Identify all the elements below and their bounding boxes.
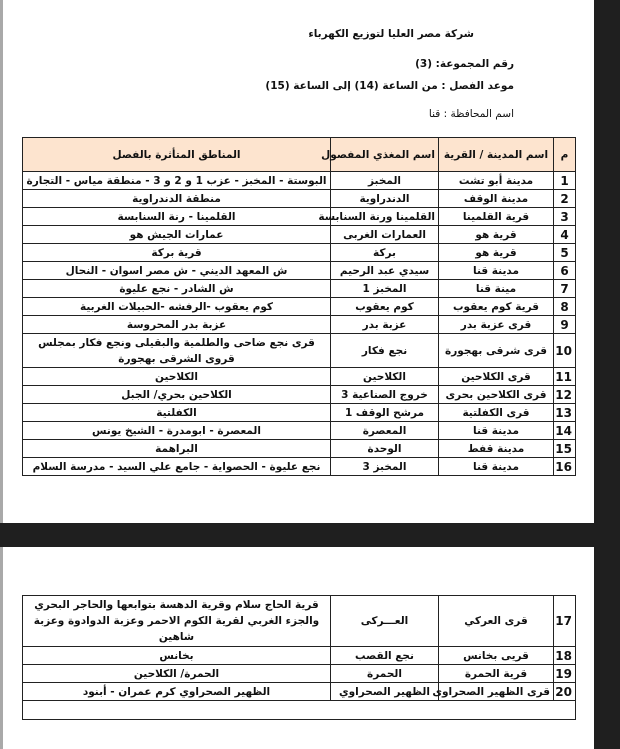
table-row <box>23 683 576 701</box>
cell-num: 15 <box>554 440 576 458</box>
cell-feeder: بركة <box>331 244 439 262</box>
cell-num: 10 <box>554 334 576 368</box>
outage-table <box>22 137 576 476</box>
cell-feeder: المعصرة <box>331 422 439 440</box>
cell-city: قرى الكلاحين <box>439 368 554 386</box>
cell-num: 19 <box>554 665 576 683</box>
cell-feeder: المخبز 3 <box>331 458 439 476</box>
cell-feeder: نجع القصب <box>331 647 439 665</box>
column-header-feeder: اسم المغذي المفصول <box>331 138 439 172</box>
cell-areas: قرية بركة <box>23 244 331 262</box>
cell-num: 16 <box>554 458 576 476</box>
cell-num: 6 <box>554 262 576 280</box>
column-header-city: اسم المدينة / القرية <box>439 138 554 172</box>
cell-num: 5 <box>554 244 576 262</box>
table-row <box>23 596 576 647</box>
cell-areas: البراهمة <box>23 440 331 458</box>
cell-city: قرية هو <box>439 226 554 244</box>
company-name: شركة مصر العليا لتوزيع الكهرباء <box>308 28 474 40</box>
cell-feeder: الدندراوية <box>331 190 439 208</box>
cell-areas: قرية الحاج سلام وقرية الدهسة بتوابعها والحاجر البحري والجزء الغربي لقرية الكوم الاحمر وعزبة الدوادوة وعزبة شاهين <box>23 596 331 647</box>
cell-num: 9 <box>554 316 576 334</box>
cell-feeder: الوحدة <box>331 440 439 458</box>
cell-city: قرى الكلاحين بحرى <box>439 386 554 404</box>
cell-num: 2 <box>554 190 576 208</box>
cell-feeder: العمارات الغربى <box>331 226 439 244</box>
table-body <box>23 596 576 720</box>
cell-areas: منطقة الدندراوية <box>23 190 331 208</box>
cell-feeder: عزبة بدر <box>331 316 439 334</box>
cell-city: مدينة الوقف <box>439 190 554 208</box>
cell-num: 7 <box>554 280 576 298</box>
table-row <box>23 368 576 386</box>
cell-city: قرى عزبة بدر <box>439 316 554 334</box>
empty-cell <box>23 701 576 720</box>
document-page-2 <box>0 547 594 749</box>
cell-feeder: العـــركى <box>331 596 439 647</box>
cell-num: 18 <box>554 647 576 665</box>
cell-areas: بخانس <box>23 647 331 665</box>
column-header-areas: المناطق المتأثرة بالفصل <box>23 138 331 172</box>
cell-city: مدينة أبو تشت <box>439 172 554 190</box>
cell-areas: كوم يعقوب -الرفشه -الحبيلات الغربية <box>23 298 331 316</box>
cell-city: مدينة قنا <box>439 458 554 476</box>
table-row <box>23 440 576 458</box>
cell-areas: ش المعهد الديني - ش مصر اسوان - النحال <box>23 262 331 280</box>
cell-city: مدينة قنا <box>439 422 554 440</box>
cell-areas: عزبة بدر المحروسة <box>23 316 331 334</box>
cell-areas: المعصرة - ابومدرة - الشيخ يونس <box>23 422 331 440</box>
cell-num: 4 <box>554 226 576 244</box>
cell-areas: قرى نجع ضاحى والطلمية والبقيلى ونجع فكار بمجلس قروى الشرقى بهجورة <box>23 334 331 368</box>
cell-num: 1 <box>554 172 576 190</box>
table-row <box>23 647 576 665</box>
table-row <box>23 208 576 226</box>
cell-areas: البوستة - المخبز - عزب 1 و 2 و 3 - منطقة مياس - التجارة <box>23 172 331 190</box>
governorate-name: اسم المحافظة : قنا <box>428 108 514 120</box>
table-row <box>23 386 576 404</box>
cell-city: قرية هو <box>439 244 554 262</box>
cell-city: قرية كوم يعقوب <box>439 298 554 316</box>
table-row <box>23 316 576 334</box>
cell-num: 17 <box>554 596 576 647</box>
cell-city: مينة قنا <box>439 280 554 298</box>
cell-areas: الحمرة/ الكلاحين <box>23 665 331 683</box>
table-row <box>23 404 576 422</box>
empty-row <box>23 701 576 720</box>
cell-areas: نجع عليوة - الحصواية - جامع علي السيد - مدرسة السلام <box>23 458 331 476</box>
cell-areas: القلمينا - رنة السنابسة <box>23 208 331 226</box>
cell-city: قرى شرقى بهجورة <box>439 334 554 368</box>
cell-areas: ش الشادر - نجع عليوة <box>23 280 331 298</box>
cell-feeder: الكلاحين <box>331 368 439 386</box>
cell-num: 8 <box>554 298 576 316</box>
cell-feeder: خروج الصناعية 3 <box>331 386 439 404</box>
cell-city: قرى العركي <box>439 596 554 647</box>
cell-areas: الكفلتية <box>23 404 331 422</box>
cell-num: 14 <box>554 422 576 440</box>
cell-areas: الظهير الصحراوي كرم عمران - أبنود <box>23 683 331 701</box>
cell-areas: الكلاحين <box>23 368 331 386</box>
table-row <box>23 422 576 440</box>
table-row <box>23 190 576 208</box>
table-row <box>23 665 576 683</box>
table-row <box>23 280 576 298</box>
cell-city: مدينة قنا <box>439 262 554 280</box>
cell-city: مدينة قفط <box>439 440 554 458</box>
table-row <box>23 458 576 476</box>
cell-city: قرية الحمرة <box>439 665 554 683</box>
group-number: رقم المجموعة: (3) <box>415 58 514 70</box>
cell-feeder: الظهير الصحراوي <box>331 683 439 701</box>
table-row <box>23 172 576 190</box>
cell-city: قرى الكفلتية <box>439 404 554 422</box>
cell-feeder: سيدي عبد الرحيم <box>331 262 439 280</box>
cell-feeder: القلمينا ورنة السنابسة <box>331 208 439 226</box>
cell-city: قريى بخانس <box>439 647 554 665</box>
cell-num: 3 <box>554 208 576 226</box>
cut-time: موعد الفصل : من الساعة (14) إلى الساعة (15) <box>265 80 514 92</box>
cell-num: 11 <box>554 368 576 386</box>
cell-num: 12 <box>554 386 576 404</box>
cell-feeder: مرشح الوقف 1 <box>331 404 439 422</box>
table-header-row <box>23 138 576 172</box>
cell-city: قرية القلمينا <box>439 208 554 226</box>
cell-areas: الكلاحين بحري/ الجبل <box>23 386 331 404</box>
table-row <box>23 262 576 280</box>
cell-feeder: نجع فكار <box>331 334 439 368</box>
table-row <box>23 334 576 368</box>
cell-num: 13 <box>554 404 576 422</box>
cell-feeder: الحمرة <box>331 665 439 683</box>
column-header-num: م <box>554 138 576 172</box>
cell-city: قرى الظهير الصحراوى <box>439 683 554 701</box>
table-row <box>23 226 576 244</box>
cell-feeder: المخبز <box>331 172 439 190</box>
table-row <box>23 298 576 316</box>
table-row <box>23 244 576 262</box>
outage-table-continued <box>22 595 576 720</box>
cell-feeder: المخبز 1 <box>331 280 439 298</box>
table-body <box>23 172 576 476</box>
cell-feeder: كوم يعقوب <box>331 298 439 316</box>
cell-num: 20 <box>554 683 576 701</box>
cell-areas: عمارات الجيش هو <box>23 226 331 244</box>
